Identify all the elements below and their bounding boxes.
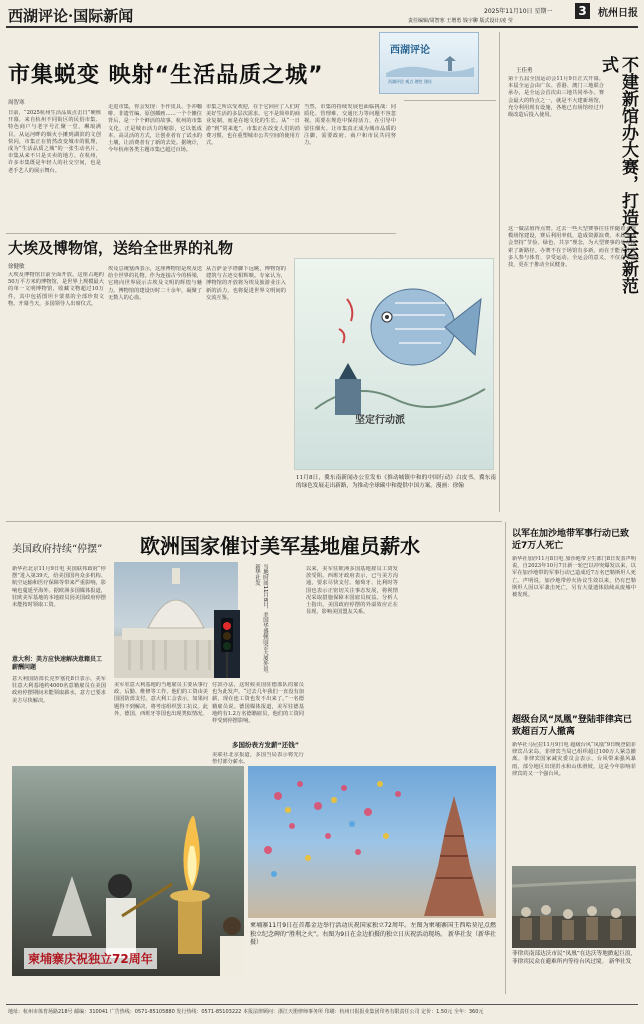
- us-col4: 以来，美军驻欧洲多国基地雇员工资发放受阻。西班牙政府表示，已与美方沟通，要求尽快支付。葡萄牙、比利时等国也表示正密切关注事态发展，将视情况采取措施保障本国雇员权益。分析人士指出，美国政府停摆的外溢效应正在显现，影响美国盟友关系。: [306, 566, 398, 616]
- xihu-commentary-logo: [379, 32, 479, 94]
- editors-line: 责任编辑/周智寒 王增勇 钱宇聊 版式设计/凌 莹: [408, 18, 513, 24]
- commentary-col3: 市集之所以受欢迎，在于它回应了人们对美好生活的多层次需求。它不是简单的商业复制，而是在地文化的生长。从“一日游”到“常来逛”，市集正在改变人们的消费习惯，也在重塑城市公共空间的使用方式。: [206, 104, 300, 147]
- cambodia-photo-right: [248, 766, 496, 918]
- column-divider: [499, 32, 500, 512]
- footer-rule: [6, 1004, 638, 1005]
- us-vertical-caption: 当地时间11月8日，美国华盛顿国会大厦外景。新华社发: [254, 564, 268, 677]
- issue-date: 2025年11月10日 星期一: [484, 8, 553, 15]
- paper-logo: 杭州日报: [598, 8, 638, 19]
- page-number: 3: [575, 3, 590, 19]
- logo-divider: [404, 100, 496, 101]
- cartoon-caption: 11月8日，冀东南新闻办公室发布《推动城镇中和的中国行动》白皮书。冀东南的绿色发展走出新路，为推动全球碳中和提供中国方案。漫画：徐翰: [296, 475, 496, 490]
- egypt-col3: 从吉萨金字塔脚下远眺，博物馆的建筑与古迹交相辉映。专家认为，博物馆的开放将为埃及旅游业注入新的活力，也将促进世界文明间的交流互鉴。: [206, 266, 286, 301]
- logo-subtitle: 西湖评论 观点 理性 建设: [388, 79, 432, 84]
- cartoon-label: 坚定行动派: [355, 415, 405, 426]
- cambodia-headline: 柬埔寨庆祝独立72周年: [24, 948, 157, 969]
- side-col2: 这一做法值得点赞。过去一些大型赛事往往伴随着大规模场馆建设，赛后利用率低，造成资源浪费。本届全运会坚持“节俭、绿色、共享”理念，为大型赛事的举办探索了新路径。办赛不在于场馆有多新，而在于能否让更多人参与体育、享受运动。全运会的意义，不仅在于竞技，更在于推动全民健身。: [508, 226, 636, 269]
- briefs-divider: [505, 522, 506, 994]
- section-title: 西湖评论·国际新闻: [8, 7, 134, 25]
- traffic-light-photo: [214, 610, 240, 678]
- us-col3: 付款办法，这时候美国驻德部队的雇员也为此发声。“过去几年我们一直没有加薪，现在连工资也发不出来了。”一名德籍雇员说。德国媒体报道，美军驻德基地约有1.2万名德籍雇员，他们的工资同样受到停摆影响。: [212, 682, 304, 725]
- egypt-col2: 埃及总统塞西表示，这座博物馆是埃及送给全世界的礼物。作为连接古今的桥梁，它将向世界展示古埃及文明的辉煌与魅力。博物馆的建设历时二十余年，凝聚了无数人的心血。: [108, 266, 202, 301]
- us-top-rule: [6, 521, 502, 522]
- brief2-headline: 超级台风“凤凰”登陆菲律宾已致超百万人撤离: [512, 715, 632, 737]
- cambodia-photo-left: [12, 766, 244, 976]
- us-col3b: 美联社北京报道，多国当局表示将先行垫付部分薪水。: [212, 752, 304, 766]
- side-headline: 不建新馆办大赛，打造全运新范式: [598, 56, 638, 294]
- us-col2: 美军驻意大利基地的当地雇员主要从事行政、后勤、维修等工作，他们的工资由美国国防部支付。意大利工会表示，如果问题得不到解决，将考虑组织罢工抗议。此外，德国、西班牙等国也出现类似情况。: [114, 682, 208, 717]
- commentary-col1: 日前，“2025杭州生活品质点击日”硬核开幕，来自杭州不同街区的民俗市集、特色商户与老字号汇聚一堂，琳琅满目。从运河畔的烟火小摊到湖滨的文创快闪，市集正在悄然改变城市的肌理，成为“生活品质之城”的一张生动名片。市集从来不只是买卖的地方。在杭州，许多市集既是年轻人的社交空间，也是老手艺人的展示舞台。: [8, 110, 101, 174]
- egypt-col1: 大埃及博物馆日前全面开放。这座占地约50万平方米的博物馆，是世界上规模最大的单一文明博物馆，收藏文物超过10万件，其中包括图坦卡蒙墓的全部珍贵文物。开幕当天，多国领导人出席仪式。: [8, 272, 104, 307]
- brief1-body: 新华社加沙11月8日电 加沙地带卫生部门8日发表声明说，自2023年10月7日新一轮巴以冲突爆发以来，以军在加沙地带的军事行动已造成近7万名巴勒斯坦人死亡。声明说，加沙地带停火协议生效以来，仍有巴勒斯坦人因以军袭击死亡，另有大量遗体陆续从废墟中被发现。: [512, 556, 636, 599]
- brief2-body: 新华社马尼拉11月9日电 超级台风“凤凰”9日晚登陆菲律宾吕宋岛，菲律宾当局已组织超过100万人紧急撤离。菲律宾国家减灾委员会表示，台风带来强风暴雨，部分地区出现洪水和山体滑坡。这是今年影响菲律宾的又一个强台风。: [512, 742, 636, 777]
- us-kicker: 美国政府持续“停摆”: [12, 544, 103, 555]
- cambodia-caption: 柬埔寨11月9日在首都金边举行活动庆祝国家独立72周年。左图为柬埔寨国王西哈莫尼点燃独立纪念碑的“胜利之火”。右图为9日在金边拍摄的独立日庆祝活动现场。 新华社发（新华社 摄）: [250, 922, 496, 947]
- side-author: 王佳勇: [516, 68, 533, 74]
- egypt-top-rule: [6, 233, 396, 234]
- footer-text: 地址：杭州市体育场路218号 邮编：310041 广告热线：0571-85105880 发行热线：0571-85103222 本报法律顾问：浙江天册律师事务所 印刷：杭州日报报业集团印务有限责任公司 定价：1.50元 全年：360元: [8, 1009, 484, 1015]
- us-subhead1: 意大利：美方应快速解决意籍员工薪酬问题: [12, 656, 103, 671]
- commentary-headline: 市集蜕变 映射“生活品质之城”: [8, 63, 324, 88]
- independence-monument-icon: [248, 766, 496, 918]
- logo-title: 西湖评论: [390, 45, 430, 56]
- us-subhead2: 多国纷表方发薪“还钱”: [232, 741, 300, 749]
- side-col1: 第十五届全国运动会11月9日正式开幕。本届全运会由广东、香港、澳门三地联合承办，是全运会首次由三地共同举办。赛会最大的特点之一，就是不大建新场馆，充分利用现有设施，各地已有场馆经过升级改造后投入使用。: [508, 76, 604, 119]
- brief1-headline: 以军在加沙地带军事行动已致近7万人死亡: [512, 529, 630, 551]
- typhoon-photo: [512, 866, 636, 948]
- commentary-author: 周智寒: [8, 100, 25, 106]
- typhoon-caption: 菲律宾南部达沃市民“凤凰”在达沃等地掀起巨浪，菲律宾民众在避难所内等待台风过境。 新华社发: [512, 951, 636, 965]
- commentary-col2: 走进市集，你会发现：手作皮具、手冲咖啡、非遗竹编、原创插画……一个个摊位背后，是一个个鲜活的故事。杭州的市集文化，正是城市活力的缩影，它以低成本、高灵活的方式，让创业者有了试水的土壤，让消费者有了新的去处。据统计，今年杭州各类主题市集已超过百场。: [108, 104, 202, 154]
- cartoon-illustration: [294, 258, 494, 470]
- us-col1: 新华社北京11月9日电 美国联邦政府“停摆”进入第39天，给美国国内众多机构、航空运输和医疗保障等带来严重影响，影响也蔓延至海外。据欧洲多国媒体报道，驻欧美军基地的本地雇员因美国政府停摆未能按时领取工资。: [12, 566, 106, 609]
- us-col1b: 意大利国防部长克罗塞托8日表示，美军驻意大利基地约4000名意籍雇员在美国政府停摆期间未能领取薪水，意方已要求美方尽快解决。: [12, 676, 106, 704]
- fish-icon: [295, 259, 494, 470]
- egypt-headline: 大埃及博物馆，送给全世界的礼物: [8, 239, 234, 257]
- victory-flame-icon: [12, 766, 244, 976]
- header-rule: [6, 26, 638, 28]
- evacuees-icon: [512, 866, 636, 948]
- us-headline: 欧洲国家催讨美军基地雇员薪水: [140, 534, 420, 558]
- lake-pagoda-icon: [386, 55, 474, 77]
- egypt-author: 徐健敏: [8, 264, 25, 270]
- commentary-col4: 当然，市集的持续发展也面临挑战：同质化、管理难、交通压力等问题不容忽视。需要在规范中保持活力，在引导中留住烟火。让市集真正成为城市品质的注脚，需要政府、商户和市民共同努力。: [304, 104, 396, 147]
- traffic-light-icon: [214, 610, 240, 678]
